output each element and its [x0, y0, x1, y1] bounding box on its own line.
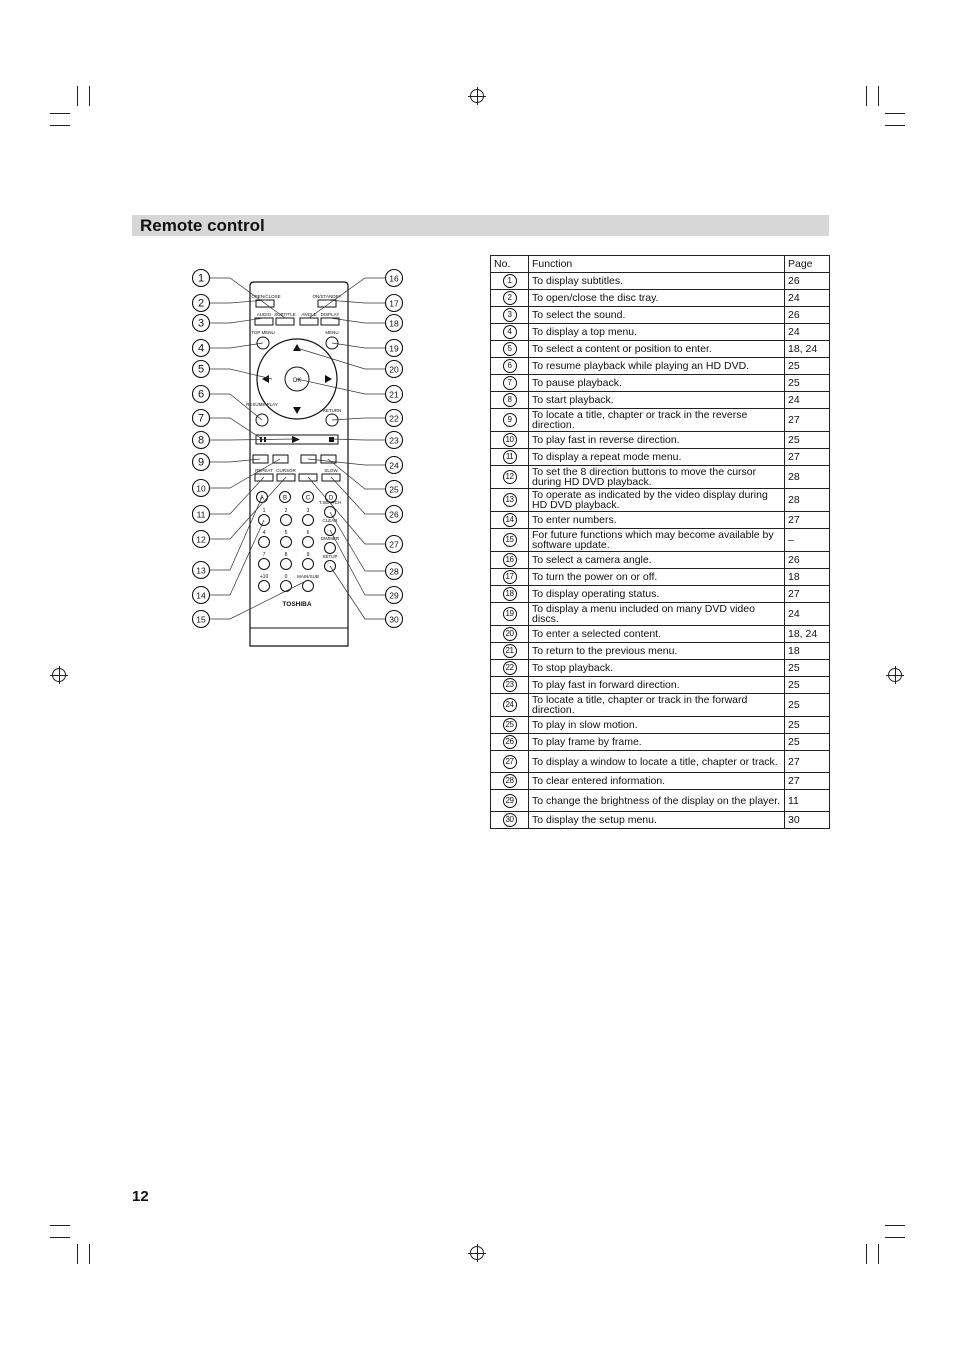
- color-key-label: B: [282, 495, 288, 502]
- row-number-circle: 16: [503, 553, 517, 567]
- table-row: [491, 677, 830, 694]
- row-number: [491, 734, 529, 751]
- row-function: To locate a title, chapter or track in the reverse direction.: [529, 409, 785, 432]
- repeat-label: REPEAT: [255, 468, 273, 473]
- callout-label: 12: [196, 534, 206, 545]
- row-page: 25: [785, 677, 830, 694]
- table-row: [491, 358, 830, 375]
- row-page: 18, 24: [785, 626, 830, 643]
- row-page: 25: [785, 734, 830, 751]
- row-number-circle: 1: [503, 274, 517, 288]
- row-page: 27: [785, 512, 830, 529]
- row-function: To start playback.: [529, 392, 785, 409]
- callout-label: 5: [197, 363, 205, 376]
- row-number-circle: 9: [503, 413, 517, 427]
- angle-label: ANGLE: [301, 312, 317, 317]
- callout-label: 21: [389, 389, 399, 400]
- row-function: To return to the previous menu.: [529, 643, 785, 660]
- row-function: To display a repeat mode menu.: [529, 449, 785, 466]
- angle-button: [300, 318, 318, 325]
- row-number: [491, 790, 529, 812]
- row-number: [491, 341, 529, 358]
- callout-label: 10: [196, 483, 206, 494]
- callout-label: 26: [389, 509, 399, 520]
- row-number: [491, 694, 529, 717]
- row-page: 25: [785, 660, 830, 677]
- stop-icon: [329, 437, 334, 442]
- section-title: Remote control: [140, 216, 265, 235]
- row-page: 27: [785, 751, 830, 773]
- digit-button: [303, 559, 314, 570]
- row-number-circle: 26: [503, 735, 517, 749]
- digit-button: [303, 515, 314, 526]
- top-menu-label: TOP MENU: [251, 330, 275, 335]
- table-row: [491, 489, 830, 512]
- registration-mark: [470, 1246, 484, 1260]
- table-row: [491, 466, 830, 489]
- digit-label: 8: [284, 552, 288, 558]
- callout-label: 9: [197, 456, 205, 469]
- table-row: [491, 307, 830, 324]
- table-row: [491, 290, 830, 307]
- callout-label: 23: [389, 435, 399, 446]
- table-body: [491, 273, 830, 829]
- dimmer-button: [325, 543, 336, 554]
- digit-button: [303, 537, 314, 548]
- row-number: [491, 643, 529, 660]
- row-number-circle: 8: [503, 393, 517, 407]
- header-page: Page: [785, 256, 830, 273]
- row-number: [491, 432, 529, 449]
- row-function: To display a top menu.: [529, 324, 785, 341]
- row-function: To stop playback.: [529, 660, 785, 677]
- table-row: [491, 409, 830, 432]
- skip-back-button: [253, 455, 268, 463]
- row-function: To resume playback while playing an HD DVD.: [529, 358, 785, 375]
- callout-label: 14: [196, 590, 206, 601]
- color-key-label: C: [305, 495, 311, 502]
- row-number: [491, 586, 529, 603]
- page-number: 12: [132, 1188, 149, 1205]
- table-row: [491, 375, 830, 392]
- row-page: 18: [785, 643, 830, 660]
- callout-label: 22: [389, 413, 399, 424]
- registration-mark: [470, 89, 484, 103]
- row-number: [491, 449, 529, 466]
- callout-label: 13: [196, 565, 206, 576]
- row-function: To turn the power on or off.: [529, 569, 785, 586]
- row-number-circle: 27: [503, 755, 517, 769]
- row-function: To display operating status.: [529, 586, 785, 603]
- row-function: To play in slow motion.: [529, 717, 785, 734]
- subtitle-label: SUBTITLE: [274, 312, 296, 317]
- function-table: [490, 255, 830, 829]
- row-number: [491, 489, 529, 512]
- callout-label: 18: [389, 318, 399, 329]
- row-page: 26: [785, 552, 830, 569]
- remote-body: [246, 282, 348, 646]
- row-number-circle: 5: [503, 342, 517, 356]
- row-page: 25: [785, 432, 830, 449]
- row-number-circle: 12: [503, 470, 517, 484]
- digit-button: [259, 559, 270, 570]
- table-row: [491, 773, 830, 790]
- callout-label: 4: [197, 342, 205, 355]
- row-function: To set the 8 direction buttons to move the cursor during HD DVD playback.: [529, 466, 785, 489]
- setup-label: SETUP: [322, 554, 338, 559]
- callout-label: 7: [197, 412, 205, 425]
- row-number-circle: 6: [503, 359, 517, 373]
- row-function: To select a camera angle.: [529, 552, 785, 569]
- row-number-circle: 29: [503, 794, 517, 808]
- row-number-circle: 4: [503, 325, 517, 339]
- row-page: 24: [785, 392, 830, 409]
- subtitle-button: [276, 318, 294, 325]
- row-function: To display the setup menu.: [529, 812, 785, 829]
- row-page: 27: [785, 409, 830, 432]
- callout-label: 11: [196, 509, 206, 520]
- row-number-circle: 23: [503, 678, 517, 692]
- row-number-circle: 3: [503, 308, 517, 322]
- row-number: [491, 375, 529, 392]
- registration-mark: [888, 668, 902, 682]
- zero-button: [281, 581, 292, 592]
- main-sub-label: MAIN/SUB: [297, 574, 319, 579]
- digit-button: [281, 515, 292, 526]
- table-row: [491, 812, 830, 829]
- callout-label: 30: [389, 614, 399, 625]
- digit-label: 7: [262, 552, 266, 558]
- remote-illustration: [170, 262, 430, 652]
- table-row: [491, 734, 830, 751]
- row-number: [491, 324, 529, 341]
- callout-label: 16: [389, 273, 399, 284]
- row-number-circle: 24: [503, 698, 517, 712]
- row-number-circle: 25: [503, 718, 517, 732]
- row-number-circle: 21: [503, 644, 517, 658]
- table-row: [491, 603, 830, 626]
- row-number: [491, 392, 529, 409]
- row-number-circle: 11: [503, 450, 517, 464]
- callout-label: 6: [197, 388, 205, 401]
- table-row: [491, 626, 830, 643]
- row-page: 27: [785, 449, 830, 466]
- registration-mark: [52, 668, 66, 682]
- row-function: To enter numbers.: [529, 512, 785, 529]
- row-function: To play frame by frame.: [529, 734, 785, 751]
- row-page: 24: [785, 290, 830, 307]
- row-number-circle: 30: [503, 813, 517, 827]
- return-label: RETURN: [322, 408, 342, 413]
- callout-label: 15: [196, 614, 206, 625]
- row-number-circle: 14: [503, 513, 517, 527]
- row-number: [491, 812, 529, 829]
- table-row: [491, 512, 830, 529]
- color-key-label: A: [259, 495, 265, 502]
- menu-label: MENU: [325, 330, 339, 335]
- row-page: 24: [785, 603, 830, 626]
- row-number: [491, 677, 529, 694]
- row-page: 25: [785, 375, 830, 392]
- on-standby-label: ON/STANDBY: [312, 294, 342, 299]
- row-page: 28: [785, 489, 830, 512]
- display-label: DISPLAY: [320, 312, 340, 317]
- table-row: [491, 643, 830, 660]
- row-function: To play fast in forward direction.: [529, 677, 785, 694]
- digit-label: 5: [284, 530, 288, 536]
- table-row: [491, 569, 830, 586]
- open-close-label: OPEN/CLOSE: [251, 294, 281, 299]
- row-number: [491, 529, 529, 552]
- table-row: [491, 790, 830, 812]
- row-number-circle: 19: [503, 607, 517, 621]
- row-number: [491, 358, 529, 375]
- table-header-row: [491, 256, 830, 273]
- row-number: [491, 512, 529, 529]
- row-number: [491, 603, 529, 626]
- row-number: [491, 307, 529, 324]
- row-function: To enter a selected content.: [529, 626, 785, 643]
- row-function: To open/close the disc tray.: [529, 290, 785, 307]
- digit-button: [259, 537, 270, 548]
- row-function: To play fast in reverse direction.: [529, 432, 785, 449]
- callout-label: 29: [389, 590, 399, 601]
- row-page: 26: [785, 273, 830, 290]
- ok-label: OK: [292, 378, 302, 384]
- callout-label: 2: [197, 297, 205, 310]
- row-number-circle: 28: [503, 774, 517, 788]
- row-page: 11: [785, 790, 830, 812]
- row-number-circle: 2: [503, 291, 517, 305]
- table-row: [491, 432, 830, 449]
- digit-label: 6: [306, 530, 310, 536]
- t-search-label: T.SEARCH: [318, 500, 342, 505]
- digit-label: 9: [306, 552, 310, 558]
- cursor-label: CURSOR: [276, 468, 296, 473]
- callout-label: 28: [389, 566, 399, 577]
- table-row: [491, 392, 830, 409]
- row-page: 27: [785, 773, 830, 790]
- row-function: To clear entered information.: [529, 773, 785, 790]
- row-number-circle: 10: [503, 433, 517, 447]
- row-page: 18: [785, 569, 830, 586]
- header-function: Function: [529, 256, 785, 273]
- row-number-circle: 20: [503, 627, 517, 641]
- digit-label: 2: [284, 508, 288, 514]
- row-function: To pause playback.: [529, 375, 785, 392]
- digit-label: 4: [262, 530, 266, 536]
- clear-label: CLEAR: [322, 518, 338, 523]
- table-row: [491, 694, 830, 717]
- row-function: To display subtitles.: [529, 273, 785, 290]
- row-function: To display a window to locate a title, chapter or track.: [529, 751, 785, 773]
- row-number-circle: 17: [503, 570, 517, 584]
- table-row: [491, 751, 830, 773]
- table-row: [491, 341, 830, 358]
- row-number-circle: 7: [503, 376, 517, 390]
- callout-label: 27: [389, 539, 399, 550]
- table-row: [491, 717, 830, 734]
- callout-label: 3: [197, 317, 205, 330]
- header-no: No.: [491, 256, 529, 273]
- row-page: 25: [785, 717, 830, 734]
- audio-label: AUDIO: [256, 312, 272, 317]
- brand-logo: TOSHIBA: [282, 601, 312, 608]
- row-number-circle: 18: [503, 587, 517, 601]
- row-function: To select a content or position to enter.: [529, 341, 785, 358]
- row-number-circle: 13: [503, 493, 517, 507]
- callout-label: 19: [389, 343, 399, 354]
- row-function: To operate as indicated by the video display during HD DVD playback.: [529, 489, 785, 512]
- callout-label: 1: [197, 272, 205, 285]
- table-row: [491, 324, 830, 341]
- row-page: 30: [785, 812, 830, 829]
- table-row: [491, 660, 830, 677]
- row-number: [491, 626, 529, 643]
- row-page: 18, 24: [785, 341, 830, 358]
- callout-label: 8: [197, 434, 205, 447]
- row-function: For future functions which may become available by software update.: [529, 529, 785, 552]
- row-page: 27: [785, 586, 830, 603]
- callout-label: 17: [389, 298, 399, 309]
- table-row: [491, 586, 830, 603]
- table-row: [491, 552, 830, 569]
- resume-play-label: RESUME PLAY: [246, 402, 278, 407]
- row-page: –: [785, 529, 830, 552]
- row-number: [491, 466, 529, 489]
- row-page: 24: [785, 324, 830, 341]
- row-page: 26: [785, 307, 830, 324]
- row-page: 25: [785, 358, 830, 375]
- zero-label: 0: [284, 574, 288, 580]
- row-function: To display a menu included on many DVD video discs.: [529, 603, 785, 626]
- digit-label: 1: [262, 508, 266, 514]
- color-key-label: D: [328, 495, 334, 502]
- table-row: [491, 449, 830, 466]
- section-header: [132, 215, 829, 236]
- row-page: 25: [785, 694, 830, 717]
- callout-label: 25: [389, 484, 399, 495]
- table-row: [491, 529, 830, 552]
- row-number: [491, 409, 529, 432]
- row-function: To select the sound.: [529, 307, 785, 324]
- slow-label: SLOW: [324, 468, 338, 473]
- row-number-circle: 22: [503, 661, 517, 675]
- row-number: [491, 552, 529, 569]
- row-number: [491, 773, 529, 790]
- row-function: To locate a title, chapter or track in the forward direction.: [529, 694, 785, 717]
- dimmer-label: DIMMER: [320, 536, 340, 541]
- table-row: [491, 273, 830, 290]
- remote-control-diagram: [170, 262, 430, 652]
- plus10-label: +10: [259, 574, 269, 580]
- digit-button: [281, 537, 292, 548]
- digit-button: [281, 559, 292, 570]
- row-number: [491, 569, 529, 586]
- row-number-circle: 15: [503, 533, 517, 547]
- row-number: [491, 273, 529, 290]
- row-number: [491, 717, 529, 734]
- callout-label: 20: [389, 364, 399, 375]
- plus10-button: [259, 581, 270, 592]
- row-number: [491, 660, 529, 677]
- row-number: [491, 290, 529, 307]
- digit-label: 3: [306, 508, 310, 514]
- row-function: To change the brightness of the display on the player.: [529, 790, 785, 812]
- callout-label: 24: [389, 460, 399, 471]
- row-number: [491, 751, 529, 773]
- row-page: 28: [785, 466, 830, 489]
